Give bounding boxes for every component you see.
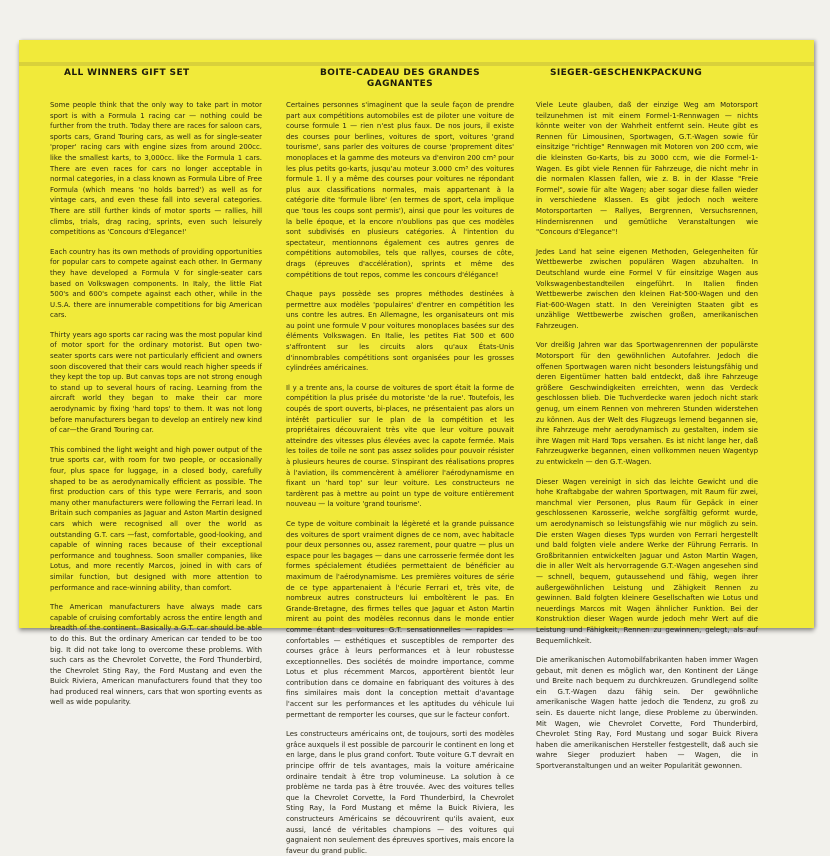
french-column [286,66,514,855]
english-paragraph: Some people think that the only way to take part in motor sport is with a Formula 1 racing car — nothing could be further from the truth. Today there are races for saloon cars, sports cars, Grand Touring cars, as well as for single-seater 'proper' racing cars with engine sizes from around 200cc. like the smallest karts, to 3,000cc. like the Formula 1 cars. There are even races for cars no longer acceptable in normal categories, in a class known as Formula Libre of Free Formula (which means 'no holds barred') as well as for vintage cars, and even these fall into several categories. There are still further kinds of motor sports — rallies, hill climbs, trials, drag racing, sprints, even such leisurely competitions as 'Concours d'Elegance!' [50,101,262,237]
german-paragraph: Die amerikanischen Automobilfabrikanten haben immer Wagen gebaut, mit denen es möglich war, den Kontinent der Länge und Breite nach bequem zu durchkreuzen. Grundlegend sollte ein G.T.-Wagen dazu fähig sein. Der gewöhnliche amerikanische Wagen hatte jedoch die Tendenz, zu groß zu sein. Es dauerte nicht lange, diese Probleme zu überwinden. Mit Wagen, wie Chevrolet Corvette, Ford Thunderbird, Chevrolet Sting Ray, Ford Mustang und sogar Buick Rivera haben die amerikanischen Hersteller festgestellt, daß auch sie wahre Sieger produziert haben — Wagen, die in Sportveranstaltungen und an weiter Popularität gewonnen. [536,656,758,771]
german-paragraph: Viele Leute glauben, daß der einzige Weg am Motorsport teilzunehmen ist mit einem Formel-1-Rennwagen — nichts könnte weiter von der Wahrheit entfernt sein. Heute gibt es Rennen für Limousinen, Sportwagen, G.T.-Wagen sowie für einsitzige "richtige" Rennwagen mit Motoren von 200 ccm, wie die kleinsten Go-Karts, bis zu 3000 ccm, wie die Formel-1-Wagen. Es gibt viele Rennen für Fahrzeuge, die nicht mehr in die normalen Klassen fallen, wie z. B. in der Klasse "Freie Formel", sowie für alte Wagen; aber sogar diese fallen wieder in verschiedene Klassen. Es gibt jedoch noch weitere Motorsportarten — Rallyes, Bergrennen, Versuchsrennen, Hindernisrennen und gemütliche Veranstaltungen wie "Concours d'Elegance"! [536,101,758,237]
english-paragraph: Thirty years ago sports car racing was the most popular kind of motor sport for the ordinary motorist. But open two-seater sports cars were not particularly efficient and owners soon discovered that their cars would reach higher speeds if they kept the top up. But canvas tops are not strong enough to stand up to several hours of racing. Learning from the aircraft world they began to make their car more aerodynamic by fixing 'hard tops' to them. It was not long before manufacturers began to develop an entirely new kind of car—the Grand Touring car. [50,330,262,435]
french-paragraph: Ce type de voiture combinait la légèreté et la grande puissance des voitures de sport vraiment dignes de ce nom, avec habitacle pour deux personnes ou, assez rarement, pour quatre — plus un espace pour les bagages — dans une carrosserie fermée dont les formes spécialement étudiées permettaient de bénéficier au maximum de l'aérodynamisme. Les premières voitures de série de ce type appartenaient à l'écurie Ferrari et, très vite, de nombreux autres constructeurs lui emboîtèrent le pas. En Grande-Bretagne, des firmes telles que Jaguar et Aston Martin mirent au point des modèles reconnus dans le monde entier comme étant des voitures G.T. sensationnelles — rapides — confortables — esthétiques et susceptibles de remporter des courses grâce à leurs performances et à leur robustesse exceptionnelles. Des sociétés de moindre importance, comme Lotus et plus récemment Marcos, apportèrent bientôt leur contribution dans ce domaine en fabriquant des voitures à des fins similaires mais dont la conception mettait d'avantage l'accent sur les performances et les aptitudes du véhicule lui permettant de remporter les courses, que sur le facteur confort. [286,519,514,719]
german-column [536,66,758,771]
french-paragraph: Certaines personnes s'imaginent que la seule façon de prendre part aux compétitions automobiles est de piloter une voiture de course formule 1 — rien n'est plus faux. De nos jours, il existe des courses pour berlines, voitures de sport, voitures 'grand tourisme', sans parler des voitures de course 'proprement dites' monoplaces et la gamme des moteurs va d'environ 200 cm³ pour les plus petits go-karts, jusqu'au moteur 3.000 cm³ des voitures formule 1. Il y a même des courses pour voitures ne répondant plus aux classifications normales, mais appartenant à la catégorie dite 'formule libre' (en termes de sport, cela implique que 'tous les coups sont permis'), ainsi que pour les voitures de la belle époque, et la encore n'oublions pas que ces modèles sont subdivisés en plusieurs catégories. À l'intention du spectateur, mentionnons également ces autres genres de compétitions automobiles, tels que rallyes, courses de côte, drags (épreuves d'accélération), sprints et même des compétitions de tout repos, comme les concours d'élégance! [286,101,514,279]
english-paragraph: The American manufacturers have always made cars capable of cruising comfortably across the entire length and breadth of the continent. Basically a G.T. car should be able to do this. But the ordinary American car tended to be too big. It did not take long to overcome these problems. With such cars as the Chevrolet Corvette, the Ford Thunderbird, the Chevrolet Sting Ray, the Ford Mustang and even the Buick Riviera, American manufacturers found that they too had produced real winners, cars that won sporting events as well as wide popularity. [50,603,262,707]
german-paragraph: Dieser Wagen vereinigt in sich das leichte Gewicht und die hohe Kraftabgabe der wahren Sportwagen, mit Raum für zwei, manchmal vier Personen, plus Raum für Gepäck in einer geschlossenen Karosserie, welche sorgfältig geformt wurde, um aerodynamisch so leistungsfähig wie nur möglich zu sein. Die ersten Wagen dieses Typs wurden von Ferrari hergestellt und bald folgten viele andere Werke der Führung Ferraris. In Großbritannien entwickelten Jaguar und Aston Martin Wagen, die in aller Welt als hervorragende G.T.-Wagen angesehen sind — schnell, bequem, gutaussehend und fähig, wegen ihrer außergewöhnlichen Leistung und Zähigkeit Rennen zu gewinnen. Bald folgten kleinere Gesellschaften wie Lotus und neuerdings Marcos mit Wagen ähnlicher Funktion. Bei der Konstruktion dieser Wagen wurde jedoch mehr Wert auf die Leistung und Fähigkeit, Rennen zu gewinnen, gelegt, als auf Bequemlichkeit. [536,477,758,645]
french-paragraph: Chaque pays possède ses propres méthodes destinées à permettre aux modèles 'populaires' d'entrer en compétition les uns contre les autres. En Allemagne, les organisateurs ont mis au point une formule V pour voitures monoplaces basées sur des éléments Volkswagen. En Italie, les petites Fiat 500 et 600 s'affrontent sur les circuits alors qu'aux États-Unis d'innombrables compétitions sont organisées pour les grosses cylindrées américaines. [286,290,514,373]
french-title: BOITE-CADEAU DES GRANDES GAGNANTES [320,68,480,89]
french-paragraph: Les constructeurs américains ont, de toujours, sorti des modèles grâce auxquels il est possible de parcourir le continent en long et en large, dans le plus grand confort. Toute voiture G.T devrait en principe offrir de tels avantages, mais la voiture américaine ordinaire tendait à être trop volumineuse. La solution à ce problème ne tarda pas à être trouvée. Avec des voitures telles que la Chevrolet Corvette, la Ford Thunderbird, la Chevrolet Sting Ray, la Ford Mustang et même la Buick Riviera, les constructeurs Américains se découvrirent qu'ils avaient, eux aussi, lancé de véritables champions — des voitures qui gagnaient non seulement des épreuves sportives, mais encore la faveur du grand public. [286,730,514,855]
english-paragraph: Each country has its own methods of providing opportunities for popular cars to compete against each other. In Germany they have developed a Formula V for single-seater cars based on Volkswagen components. In Italy, the little Fiat 500's and 600's compete against each other, while in the U.S.A. there are innumerable competitions for big American cars. [50,247,262,320]
german-title: SIEGER-GESCHENKPACKUNG [550,68,703,78]
english-paragraph: This combined the light weight and high power output of the true sports car, with room for two people, or occasionally four, plus space for luggage, in a closed body, carefully shaped to be as aerodynamically efficient as possible. The first production cars of this type were Ferraris, and soon many other manufacturers were following the Ferrari lead. In Britain such companies as Jaguar and Aston Martin designed cars which were recognised all over the world as outstanding G.T. cars —fast, comfortable, good-looking, and capable of winning races because of their exceptional performance and toughness. Soon smaller companies, like Lotus, and more recently Marcos, joined in with cars of similar function, but designed with more attention to performance and race-winning ability, than comfort. [50,445,262,592]
german-paragraph: Vor dreißig Jahren war das Sportwagenrennen der populärste Motorsport für den gewöhnlichen Autofahrer. Jedoch die offenen Sportwagen waren nicht besonders leistungsfähig und deren Eigentümer hatten bald entdeckt, daß ihre Fahrzeuge größere Geschwindigkeiten erreichten, wenn das Verdeck geschlossen blieb. Die Tuchverdecke waren jedoch nicht stark genug, um einem Rennen von mehreren Stunden widerstehen zu können. Aus der Welt des Flugzeugs lernend begannen sie, ihre Fahrzeuge mehr aerodynamisch zu gestalten, indem sie ihre Wagen mit Hard Tops versahen. Es ist nicht lange her, daß Fahrzeugwerke begannen, einen vollkommen neuen Wagentyp zu entwickeln — den G.T.-Wagen. [536,341,758,466]
french-paragraph: Il y a trente ans, la course de voitures de sport était la forme de compétition la plus prisée du motoriste 'de la rue'. Toutefois, les coupés de sport ouverts, bi-places, ne présentaient pas alors un intérêt particulier sur le plan de la compétition et les propriétaires découvraient très vite que leur voiture pouvait atteindre des vitesses plus élevées avec la capote fermée. Mais les toiles de toile ne sont pas assez solides pour pouvoir résister à plusieurs heures de course. S'inspirant des réalisations propres à l'aviation, ils commencèrent à améliorer l'aérodynamisme en fixant un 'hard top' sur leur voiture. Les constructeurs ne tardèrent pas à mettre au point un type de voiture entièrement nouveau — la voiture 'grand tourisme'. [286,383,514,509]
english-title: ALL WINNERS GIFT SET [64,68,190,78]
german-paragraph: Jedes Land hat seine eigenen Methoden, Gelegenheiten für Wettbewerbe zwischen populären Wagen abzuhalten. In Deutschland wurde eine Formel V für einsitzige Wagen aus Volkswagenbestandteilen eingeführt. In Italien finden Wettbewerbe zwischen den kleinen Fiat-500-Wagen und den Fiat-600-Wagen statt. In den Vereinigten Staaten gibt es unzählige Wettbewerbe zwischen großen, amerikanischen Fahrzeugen. [536,247,758,330]
english-column [50,66,262,707]
